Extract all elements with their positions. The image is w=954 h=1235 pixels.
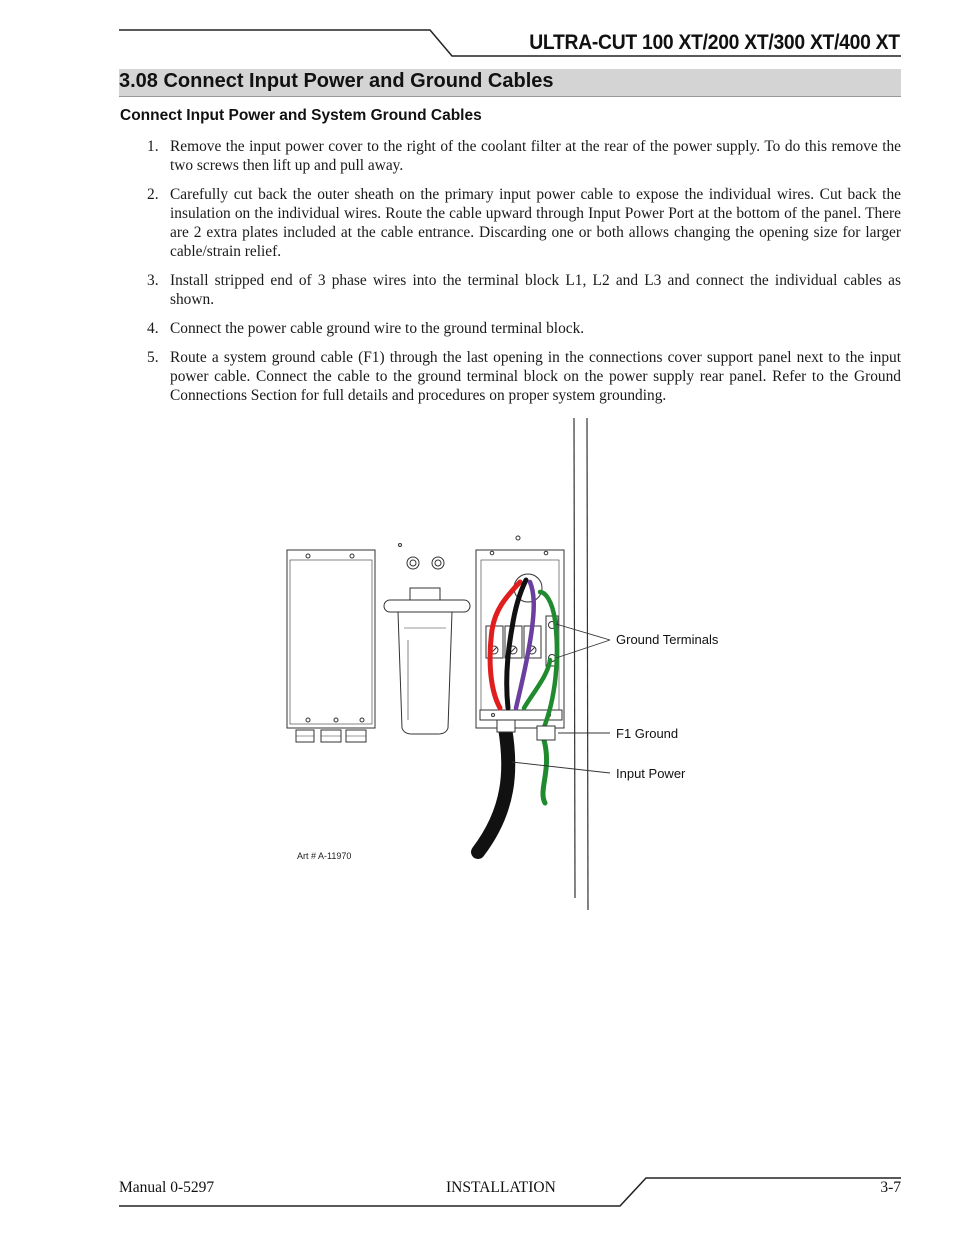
section-title: 3.08 Connect Input Power and Ground Cables (119, 70, 554, 92)
step-number: 1. (147, 138, 159, 155)
step-text: Remove the input power cover to the right of the coolant filter at the rear of the power supply. To do this remove the two screws then lift up and pull away. (170, 138, 901, 174)
step-text: Connect the power cable ground wire to the ground terminal block. (170, 320, 585, 337)
footer-page-number: 3-7 (880, 1179, 901, 1196)
step-number: 2. (147, 186, 159, 203)
f1-ground-label: F1 Ground (616, 726, 679, 741)
footer-manual: Manual 0-5297 (119, 1179, 215, 1196)
ground-terminals-label: Ground Terminals (616, 632, 719, 647)
footer-section: INSTALLATION (446, 1179, 556, 1196)
art-number: Art # A-11970 (297, 851, 352, 861)
header-title: ULTRA-CUT 100 XT/200 XT/300 XT/400 XT (529, 31, 900, 54)
subheading: Connect Input Power and System Ground Cables (120, 107, 482, 124)
input-power-label: Input Power (616, 766, 686, 781)
step-number: 5. (147, 349, 159, 366)
step-text: Route a system ground cable (F1) through the last opening in the connections cover support panel next to the input power cable. Connect the cable to the ground terminal block on the power supply rear panel. Refer to the Ground Connections Section for full details and procedures on proper system grounding. (170, 349, 901, 404)
step-text: Install stripped end of 3 phase wires into the terminal block L1, L2 and L3 and connect the individual cables as shown. (170, 272, 901, 308)
left-enclosure (287, 550, 375, 742)
step-text: Carefully cut back the outer sheath on the primary input power cable to expose the individual wires. Cut back the insulation on the individual wires. Route the cable upward through Input Power Port at the bottom of the panel. There are 2 extra plates included at the cable entrance. Discarding one or both allows changing the opening size for larger cable/strain relief. (170, 186, 901, 260)
step-number: 3. (147, 272, 159, 289)
coolant-filter (384, 544, 470, 735)
step-number: 4. (147, 320, 159, 337)
